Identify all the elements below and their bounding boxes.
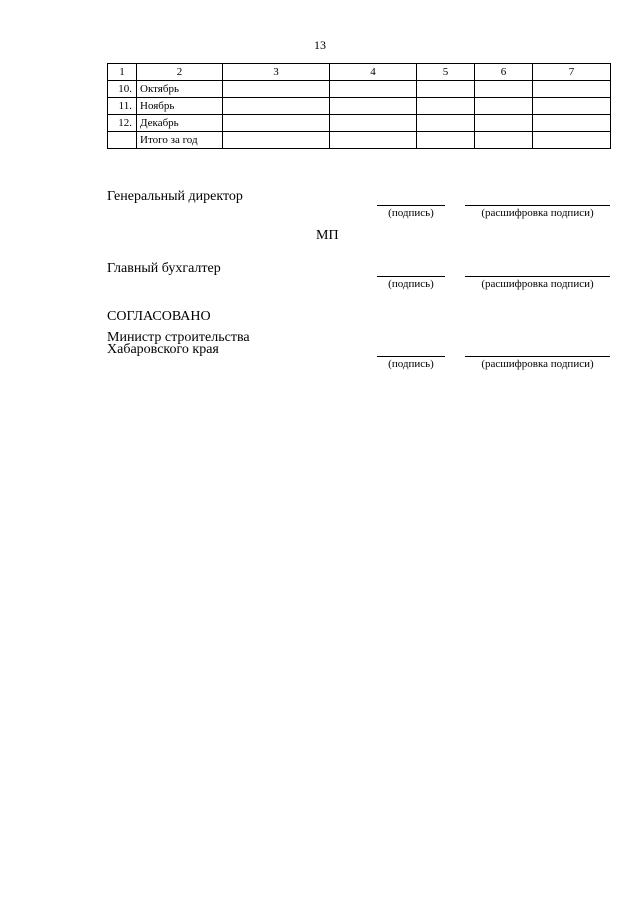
decode-line bbox=[465, 276, 610, 277]
table-cell bbox=[475, 81, 533, 98]
table-cell bbox=[330, 81, 417, 98]
signature-caption: (подпись) bbox=[388, 358, 434, 370]
column-header: 7 bbox=[533, 64, 611, 81]
report-table bbox=[107, 63, 611, 149]
signature-line bbox=[377, 205, 445, 206]
table-cell bbox=[223, 81, 330, 98]
row-label: Октябрь bbox=[137, 81, 223, 98]
row-number: 11. bbox=[108, 98, 137, 115]
table-cell bbox=[417, 81, 475, 98]
signature-caption: (подпись) bbox=[388, 207, 434, 219]
table-cell bbox=[223, 115, 330, 132]
table-cell bbox=[533, 115, 611, 132]
signature-caption: (подпись) bbox=[388, 278, 434, 290]
table-cell bbox=[533, 81, 611, 98]
chief-accountant-label: Главный бухгалтер bbox=[107, 261, 221, 276]
table-row-total bbox=[108, 132, 611, 149]
table-cell bbox=[330, 115, 417, 132]
table-row bbox=[108, 81, 611, 98]
decode-caption: (расшифровка подписи) bbox=[481, 358, 594, 370]
approved-heading: СОГЛАСОВАНО bbox=[107, 309, 211, 324]
decode-caption: (расшифровка подписи) bbox=[481, 207, 594, 219]
page-number: 13 bbox=[314, 38, 326, 52]
decode-line bbox=[465, 356, 610, 357]
minister-label-line1: Министр строительства bbox=[107, 330, 250, 345]
table-header-row bbox=[108, 64, 611, 81]
decode-caption: (расшифровка подписи) bbox=[481, 278, 594, 290]
table-cell bbox=[533, 98, 611, 115]
column-header: 4 bbox=[330, 64, 417, 81]
column-header: 5 bbox=[417, 64, 475, 81]
row-number: 12. bbox=[108, 115, 137, 132]
decode-line bbox=[465, 205, 610, 206]
row-label: Декабрь bbox=[137, 115, 223, 132]
minister-label-line2: Хабаровского края bbox=[107, 342, 219, 357]
row-label: Ноябрь bbox=[137, 98, 223, 115]
table-cell bbox=[330, 98, 417, 115]
table-cell bbox=[223, 98, 330, 115]
column-header: 2 bbox=[137, 64, 223, 81]
general-director-label: Генеральный директор bbox=[107, 189, 243, 204]
table-cell bbox=[417, 132, 475, 149]
table-cell bbox=[330, 132, 417, 149]
table-cell bbox=[223, 132, 330, 149]
table-row bbox=[108, 98, 611, 115]
row-number: 10. bbox=[108, 81, 137, 98]
row-number bbox=[108, 132, 137, 149]
stamp-place-label: МП bbox=[316, 228, 339, 243]
signature-line bbox=[377, 356, 445, 357]
table-cell bbox=[475, 115, 533, 132]
row-label: Итого за год bbox=[137, 132, 223, 149]
column-header: 6 bbox=[475, 64, 533, 81]
table-cell bbox=[417, 115, 475, 132]
table-cell bbox=[533, 132, 611, 149]
signature-line bbox=[377, 276, 445, 277]
column-header: 3 bbox=[223, 64, 330, 81]
column-header: 1 bbox=[108, 64, 137, 81]
table-cell bbox=[475, 98, 533, 115]
table-row bbox=[108, 115, 611, 132]
table-cell bbox=[417, 98, 475, 115]
table-cell bbox=[475, 132, 533, 149]
